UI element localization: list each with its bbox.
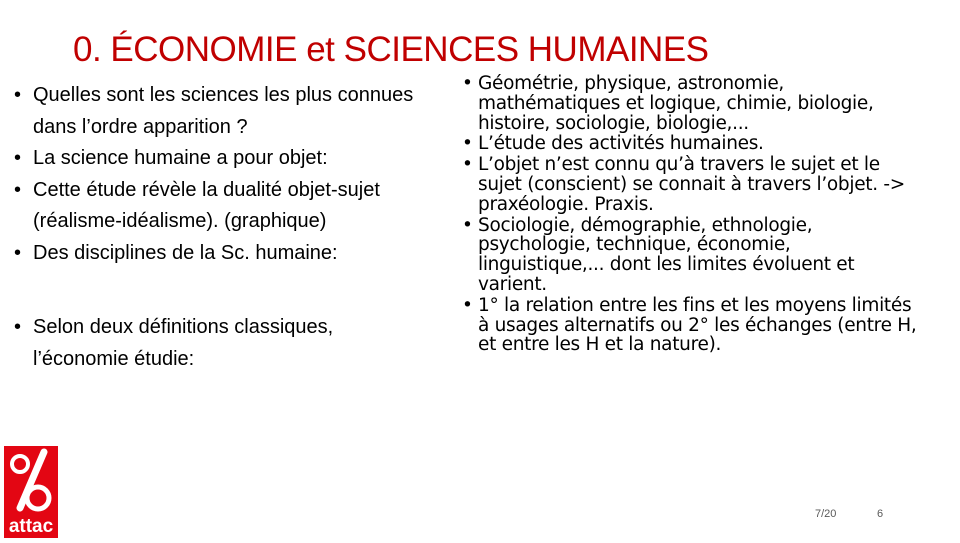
bullet-glyph: • [14,147,22,169]
bullet-glyph: • [14,316,22,338]
slide-title: 0. ÉCONOMIE et SCIENCES HUMAINES [73,30,709,69]
right-bullet-list [462,74,922,355]
left-bullet-text: Quelles sont les sciences les plus connues dans l’ordre apparition ? [33,84,414,138]
left-bullet-text: Des disciplines de la Sc. humaine: [33,241,338,264]
right-bullet-text: 1° la relation entre les fins et les moyens limités à usages alternatifs ou 2° les échanges (entre H, et entre les H et la nature). [478,294,917,356]
bullet-glyph: • [14,178,22,201]
logo-text: attac [8,516,54,537]
bullet-glyph: • [14,241,22,264]
page-number: 6 [877,508,884,520]
right-bullet-text: Sociologie, démographie, ethnologie, psychologie, technique, économie, linguistique,... dont les limites évoluent et varient. [478,214,855,295]
right-bullet-item [462,74,922,133]
right-bullet-item [462,134,922,154]
left-bullet-item [14,175,434,238]
left-bullet-item [14,80,434,143]
left-bullet-text: Cette étude révèle la dualité objet-sujet (réalisme-idéalisme). (graphique) [33,178,380,232]
right-bullet-text: L’étude des activités humaines. [478,133,764,155]
left-bullet-text: Selon deux définitions classiques, l’économie étudie: [33,316,334,370]
right-bullet-item [462,155,922,214]
bullet-glyph: • [462,294,473,316]
bullet-glyph: • [462,133,473,155]
attac-logo-icon [4,446,58,538]
left-bullet-item [14,312,434,375]
bullet-glyph: • [462,73,473,94]
right-bullet-text: L’objet n’est connu qu’à travers le sujet et le sujet (conscient) se connait à travers l’objet. -> praxéologie. Praxis. [478,154,905,215]
bullet-glyph: • [462,154,473,176]
left-bullet-list [14,80,434,375]
bullet-glyph: • [462,214,473,236]
left-bullet-item [14,143,434,175]
footer-date: 7/20 [815,508,837,520]
bullet-glyph: • [14,84,22,106]
left-bullet-item [14,238,434,270]
left-bullet-text: La science humaine a pour objet: [33,147,328,169]
right-bullet-text: Géométrie, physique, astronomie, mathématiques et logique, chimie, biologie, histoire, sociologie, biologie,... [478,73,874,134]
right-bullet-item [462,216,922,295]
right-bullet-item [462,296,922,355]
